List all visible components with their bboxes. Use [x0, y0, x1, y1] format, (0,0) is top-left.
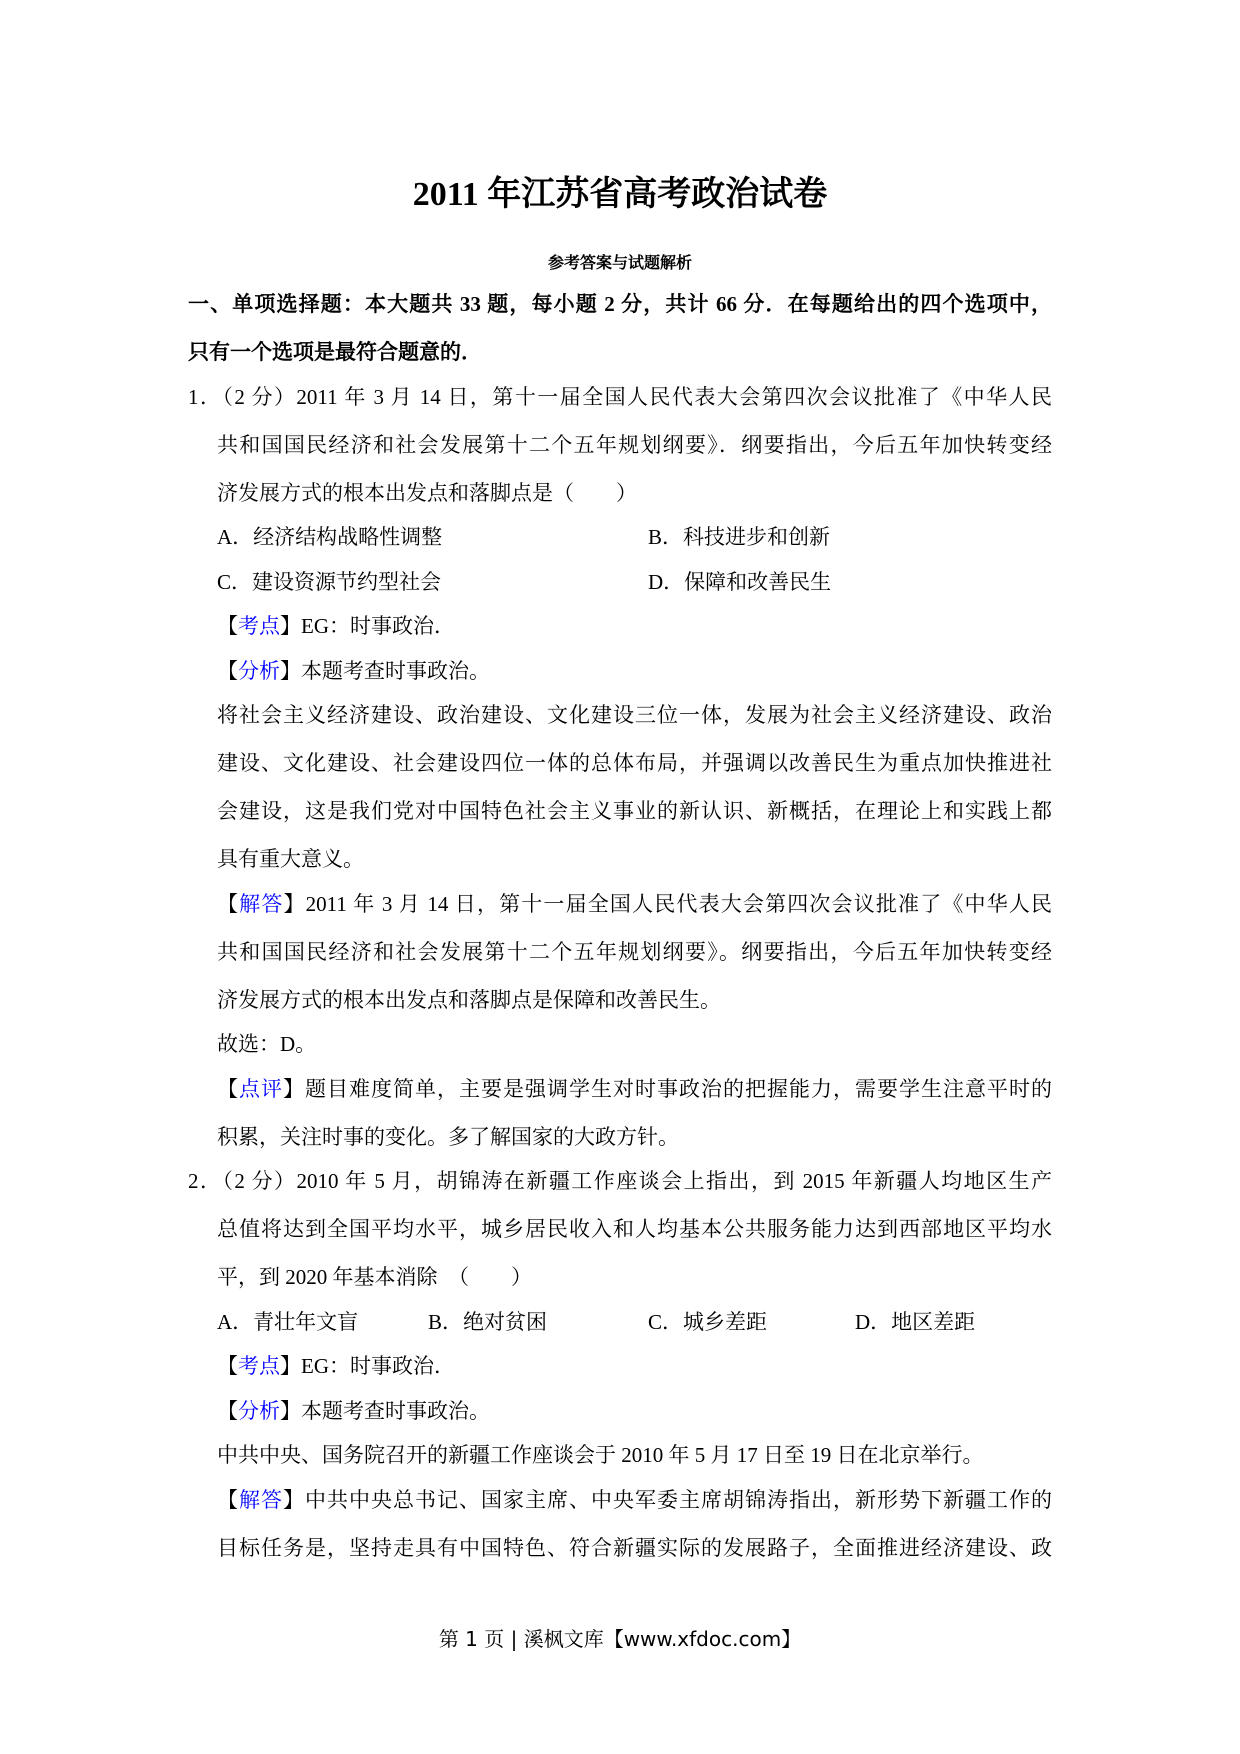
- question-stem-line: [188, 373, 1052, 421]
- option-a: [217, 1298, 428, 1346]
- page-title: 2011 年江苏省高考政治试卷: [412, 176, 828, 213]
- option-b: [428, 1298, 648, 1346]
- question-stem-line: 平，到 2020 年基本消除 （ ）: [217, 1265, 532, 1289]
- bracket-open: 【: [217, 1487, 239, 1512]
- option-text: 建设资源节约型社会: [252, 569, 442, 594]
- option-c: [648, 1298, 855, 1346]
- bracket-close: 】: [283, 1487, 305, 1512]
- option-c: [217, 558, 648, 606]
- fenxi-body-line: 具有重大意义。: [217, 847, 364, 871]
- jieda-label: 解答: [239, 891, 284, 916]
- page-footer: 第 1 页 | 溪枫文库【www.xfdoc.com】: [438, 1627, 802, 1651]
- dianping-line: [217, 1065, 1052, 1113]
- jieda-text: 2011 年 3 月 14 日，第十一届全国人民代表大会第四次会议批准了《中华人民: [305, 891, 1052, 916]
- jieda-line: 共和国国民经济和社会发展第十二个五年规划纲要》。纲要指出，今后五年加快转变经: [217, 939, 1052, 964]
- option-d: [648, 558, 1052, 606]
- fenxi-text: 本题考查时事政治。: [301, 1398, 490, 1423]
- bracket-close: 】: [280, 658, 301, 683]
- bracket-open: 【: [217, 658, 238, 683]
- fenxi-body-line: 中共中央、国务院召开的新疆工作座谈会于 2010 年 5 月 17 日至 19 日在北京举行。: [217, 1443, 984, 1467]
- fenxi-body: [188, 691, 1052, 883]
- kaodian-text: EG：时事政治．: [301, 614, 455, 638]
- bracket-open: 【: [217, 614, 238, 638]
- option-letter: B．: [428, 1309, 464, 1334]
- kaodian-label: 考点: [238, 1354, 280, 1378]
- page-subtitle: 参考答案与试题解析: [547, 255, 692, 272]
- fenxi-line: [217, 1387, 1052, 1435]
- question-number: 2．: [188, 1169, 223, 1193]
- kaodian-label: 考点: [238, 614, 280, 638]
- document-body: [188, 280, 1052, 1568]
- bracket-close: 】: [280, 614, 301, 638]
- jieda-line: 目标任务是，坚持走具有中国特色、符合新疆实际的发展路子，全面推进经济建设、政: [217, 1535, 1052, 1560]
- bracket-close: 】: [283, 891, 306, 916]
- bracket-open: 【: [217, 891, 240, 916]
- kaodian-line: [217, 1342, 1052, 1390]
- option-text: 保障和改善民生: [684, 569, 832, 594]
- question-stem-line: 济发展方式的根本出发点和落脚点是（ ）: [217, 480, 637, 505]
- question-stem-line: 总值将达到全国平均水平，城乡居民收入和人均基本公共服务能力达到西部地区平均水: [217, 1217, 1052, 1241]
- bracket-open: 【: [217, 1354, 238, 1378]
- fenxi-label: 分析: [238, 658, 280, 683]
- jieda-section: [188, 880, 1052, 1024]
- kaodian-line: [217, 602, 1052, 650]
- fenxi-section: [188, 647, 1052, 695]
- option-text: 经济结构战略性调整: [253, 525, 443, 549]
- answer-line: [188, 1020, 1052, 1068]
- jieda-section: [188, 1476, 1052, 1572]
- question-1-options-row: [188, 513, 1052, 561]
- fenxi-body-line: 将社会主义经济建设、政治建设、文化建设三位一体，发展为社会主义经济建设、政治: [217, 703, 1052, 727]
- question-stem-line: [188, 1157, 1052, 1205]
- option-text: 地区差距: [891, 1309, 976, 1334]
- dianping-section: [188, 1065, 1052, 1161]
- option-letter: D．: [855, 1309, 892, 1334]
- fenxi-section: [188, 1387, 1052, 1435]
- question-1-stem: [188, 373, 1052, 517]
- section-heading: [188, 280, 1052, 376]
- question-2-options-row: [188, 1298, 1052, 1346]
- question-stem-text: （2 分）2010 年 5 月，胡锦涛在新疆工作座谈会上指出，到 2015 年新疆人均地区生产: [222, 1169, 1052, 1193]
- question-stem-line: 共和国国民经济和社会发展第十二个五年规划纲要》．纲要指出，今后五年加快转变经: [217, 432, 1052, 457]
- dianping-label: 点评: [239, 1076, 283, 1101]
- bracket-open: 【: [217, 1076, 239, 1101]
- option-text: 绝对贫困: [463, 1309, 548, 1334]
- option-letter: C．: [648, 1309, 684, 1334]
- fenxi-label: 分析: [238, 1398, 280, 1423]
- question-1-options-row: [188, 558, 1052, 606]
- option-text: 青壮年文盲: [253, 1309, 359, 1334]
- jieda-text: 中共中央总书记、国家主席、中央军委主席胡锦涛指出，新形势下新疆工作的: [305, 1487, 1052, 1512]
- answer-text: 故选：D。: [217, 1032, 317, 1056]
- bracket-close: 】: [280, 1354, 301, 1378]
- kaodian-section: [188, 1342, 1052, 1390]
- jieda-line: 济发展方式的根本出发点和落脚点是保障和改善民生。: [217, 987, 721, 1012]
- kaodian-section: [188, 602, 1052, 650]
- option-a: [217, 513, 648, 561]
- fenxi-body-line: 会建设，这是我们党对中国特色社会主义事业的新认识、新概括，在理论上和实践上都: [217, 799, 1052, 823]
- question-stem-text: （2 分）2011 年 3 月 14 日，第十一届全国人民代表大会第四次会议批准了《中华人民: [222, 384, 1052, 409]
- fenxi-line: [217, 647, 1052, 695]
- jieda-label: 解答: [239, 1487, 283, 1512]
- option-d: [855, 1298, 1052, 1346]
- dianping-text: 题目难度简单，主要是强调学生对时事政治的把握能力，需要学生注意平时的: [305, 1076, 1052, 1101]
- option-letter: A．: [217, 525, 254, 549]
- jieda-line: [217, 880, 1052, 928]
- option-text: 城乡差距: [683, 1309, 768, 1334]
- fenxi-body-line: 建设、文化建设、社会建设四位一体的总体布局，并强调以改善民生为重点加快推进社: [217, 751, 1052, 775]
- option-letter: D．: [648, 569, 685, 594]
- option-letter: A．: [217, 1309, 254, 1334]
- kaodian-text: EG：时事政治．: [301, 1354, 455, 1378]
- fenxi-text: 本题考查时事政治。: [301, 658, 490, 683]
- option-letter: B．: [648, 525, 684, 549]
- option-b: [648, 513, 1052, 561]
- section-heading-line: 一、单项选择题：本大题共 33 题，每小题 2 分，共计 66 分．在每题给出的四个选项中，: [188, 292, 1052, 316]
- question-number: 1．: [188, 384, 223, 409]
- bracket-close: 】: [283, 1076, 305, 1101]
- jieda-line: [217, 1476, 1052, 1524]
- option-text: 科技进步和创新: [683, 525, 831, 549]
- bracket-close: 】: [280, 1398, 301, 1423]
- option-letter: C．: [217, 569, 253, 594]
- question-2-stem: [188, 1157, 1052, 1301]
- fenxi-body: [188, 1431, 1052, 1479]
- dianping-line: 积累，关注时事的变化。多了解国家的大政方针。: [217, 1124, 679, 1149]
- section-heading-line: 只有一个选项是最符合题意的．: [188, 340, 482, 364]
- bracket-open: 【: [217, 1398, 238, 1423]
